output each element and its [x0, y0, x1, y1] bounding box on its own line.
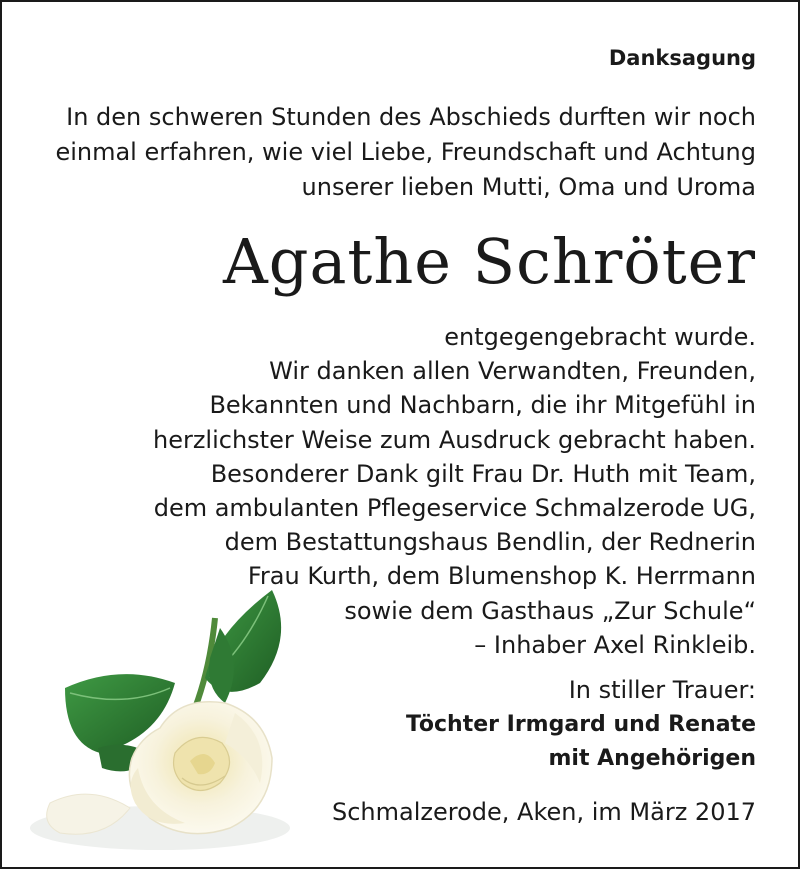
body-line: sowie dem Gasthaus „Zur Schule“	[344, 596, 756, 625]
body-line: herzlichster Weise zum Ausdruck gebracht haben.	[152, 425, 756, 454]
body-line: dem Bestattungshaus Bendlin, der Rednerin	[224, 528, 756, 557]
white-rose-icon	[10, 578, 330, 858]
mourners-line: Töchter Irmgard und Renate	[405, 712, 756, 737]
body-line: – Inhaber Axel Rinkleib.	[474, 630, 756, 659]
intro-line: In den schweren Stunden des Abschieds durften wir noch	[66, 103, 756, 131]
body-line: dem ambulanten Pflegeservice Schmalzerode UG,	[153, 494, 756, 523]
intro-line: einmal erfahren, wie viel Liebe, Freundschaft und Achtung	[55, 138, 756, 166]
notice-heading: Danksagung	[608, 46, 756, 70]
body-line: Frau Kurth, dem Blumenshop K. Herrmann	[247, 562, 756, 591]
mourners	[406, 708, 756, 776]
signoff-text: In stiller Trauer:	[568, 676, 756, 704]
mourners-line: mit Angehörigen	[548, 746, 756, 771]
deceased-name: Agathe Schröter	[222, 225, 756, 298]
place-date: Schmalzerode, Aken, im März 2017	[332, 798, 756, 826]
intro-line: unserer lieben Mutti, Oma und Uroma	[301, 173, 756, 201]
body-line: Besonderer Dank gilt Frau Dr. Huth mit Team,	[210, 459, 756, 488]
intro-text	[55, 100, 756, 205]
body-line: Bekannten und Nachbarn, die ihr Mitgefühl in	[209, 391, 756, 420]
body-line: Wir danken allen Verwandten, Freunden,	[269, 357, 756, 386]
body-line: entgegengebracht wurde.	[444, 323, 756, 351]
